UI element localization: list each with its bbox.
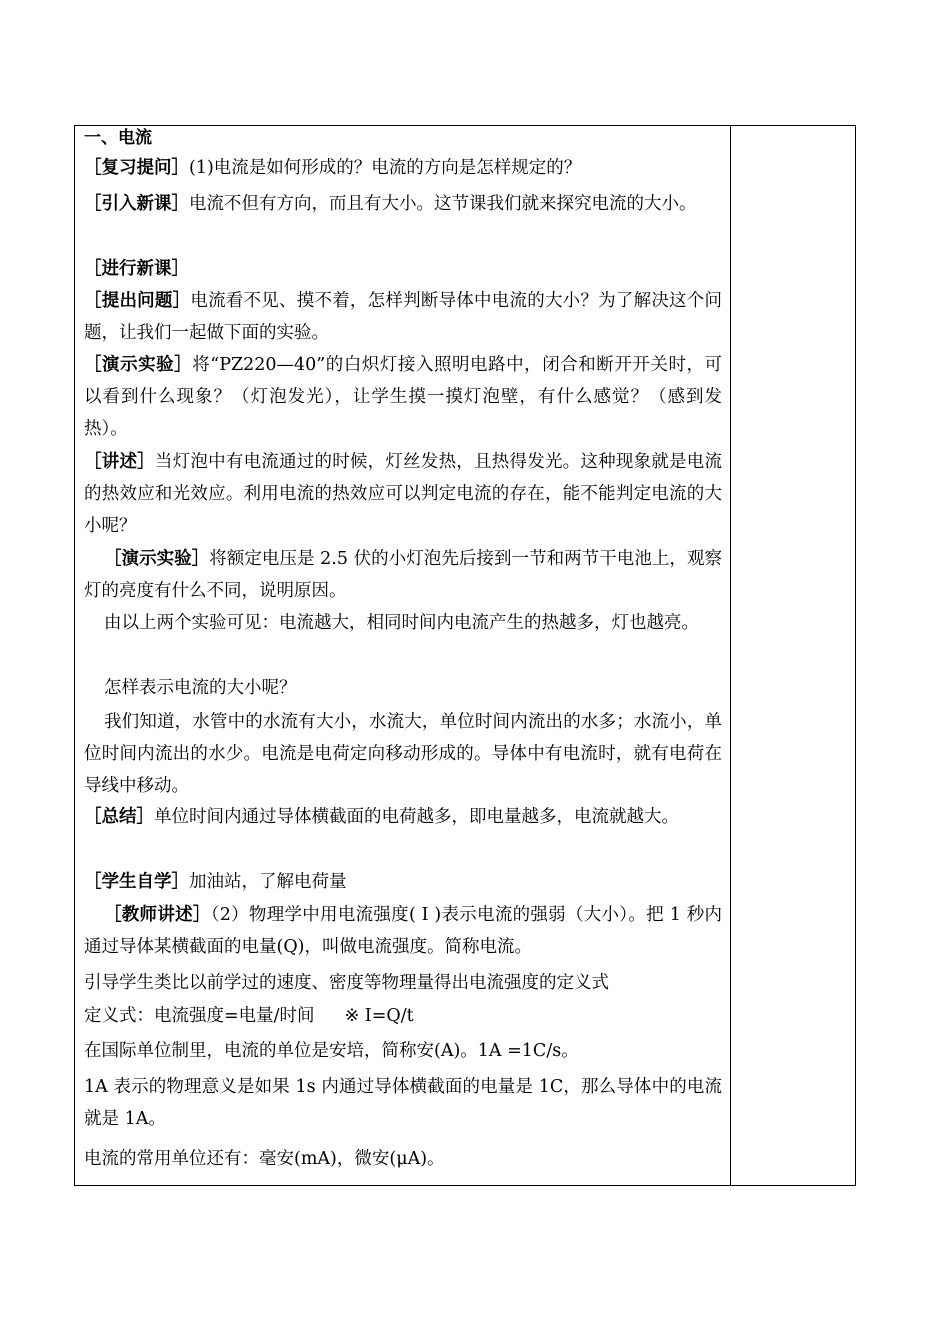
paragraph-raise-question [84,285,722,349]
paragraph-tag: ［演示实验］ [84,355,193,375]
paragraph-water-analogy [84,706,722,802]
paragraph-explanation [84,446,722,542]
paragraph-tag: ［教师讲述］ [104,905,211,925]
paragraph-definition-formula [84,1000,722,1032]
paragraph-tag: ［复习提问］ [84,158,189,178]
formula-expression: ※ I=Q/t [344,1006,414,1026]
paragraph-self-study [84,866,722,898]
paragraph-tag: ［提出问题］ [84,291,191,311]
paragraph-tag: ［引入新课］ [84,194,189,214]
paragraph-text: 电流不但有方向，而且有大小。这节课我们就来探究电流的大小。 [189,194,697,214]
paragraph-demo-experiment-1 [84,349,722,445]
notes-cell [731,126,855,1185]
paragraph-physical-meaning [84,1071,722,1135]
paragraph-how-to-express [84,672,722,704]
paragraph-text: 在国际单位制里，电流的单位是安培，简称安(A)。1A =1C/s。 [84,1041,579,1061]
paragraph-summary [84,801,722,833]
paragraph-text: 加油站，了解电荷量 [189,872,347,892]
paragraph-text: 电流的常用单位还有：毫安(mA)，微安(μA)。 [84,1149,445,1169]
paragraph-teacher-explains [84,899,722,963]
paragraph-tag: ［讲述］ [84,452,155,472]
paragraph-tag: ［进行新课］ [84,259,189,279]
paragraph-text: 我们知道，水管中的水流有大小，水流大，单位时间内流出的水多；水流小，单位时间内流出的水少。电流是电荷定向移动形成的。导体中有电流时，就有电荷在导线中移动。 [84,712,722,796]
paragraph-text: 怎样表示电流的大小呢？ [104,678,297,698]
lesson-content-cell [75,126,731,1185]
paragraph-guide-students [84,967,722,999]
paragraph-text: 当灯泡中有电流通过的时候，灯丝发热，且热得发光。这种现象就是电流的热效应和光效应。利用电流的热效应可以判定电流的存在，能不能判定电流的大小呢？ [84,452,723,536]
paragraph-review-question [84,152,722,184]
paragraph-common-units [84,1143,722,1175]
paragraph-text: 由以上两个实验可见：电流越大，相同时间内电流产生的热越多，灯也越亮。 [104,613,699,633]
lesson-table [74,125,856,1186]
paragraph-demo-experiment-2 [84,543,722,607]
paragraph-text: (1)电流是如何形成的？电流的方向是怎样规定的？ [189,158,582,178]
paragraph-tag: ［学生自学］ [84,872,189,892]
paragraph-text: 1A 表示的物理意义是如果 1s 内通过导体横截面的电量是 1C，那么导体中的电流就是 1A。 [84,1077,722,1129]
paragraph-conclusion-experiments [84,607,722,639]
paragraph-tag: ［总结］ [84,807,154,827]
paragraph-tag: ［演示实验］ [104,549,210,569]
paragraph-text: 引导学生类比以前学过的速度、密度等物理量得出电流强度的定义式 [84,973,609,993]
paragraph-new-lesson [84,253,722,285]
paragraph-text: 将“PZ220—40”的白炽灯接入照明电路中，闭合和断开开关时，可以看到什么现象？（灯泡发光），让学生摸一摸灯泡壁，有什么感觉？（感到发热）。 [84,355,723,439]
paragraph-si-unit [84,1035,722,1067]
paragraph-text: （2）物理学中用电流强度( I )表示电流的强弱（大小）。把 1 秒内通过导体某横截面的电量(Q)，叫做电流强度。简称电流。 [84,905,722,957]
formula-text: 定义式：电流强度=电量/时间 [84,1006,315,1026]
paragraph-text: 将额定电压是 2.5 伏的小灯泡先后接到一节和两节干电池上，观察灯的亮度有什么不同，说明原因。 [84,549,722,601]
paragraph-introduce-lesson [84,188,722,220]
paragraph-text: 单位时间内通过导体横截面的电荷越多，即电量越多，电流就越大。 [154,807,679,827]
paragraph-text: 电流看不见、摸不着，怎样判断导体中电流的大小？为了解决这个问题，让我们一起做下面的实验。 [84,291,723,343]
section-title: 一、电流 [84,128,152,148]
